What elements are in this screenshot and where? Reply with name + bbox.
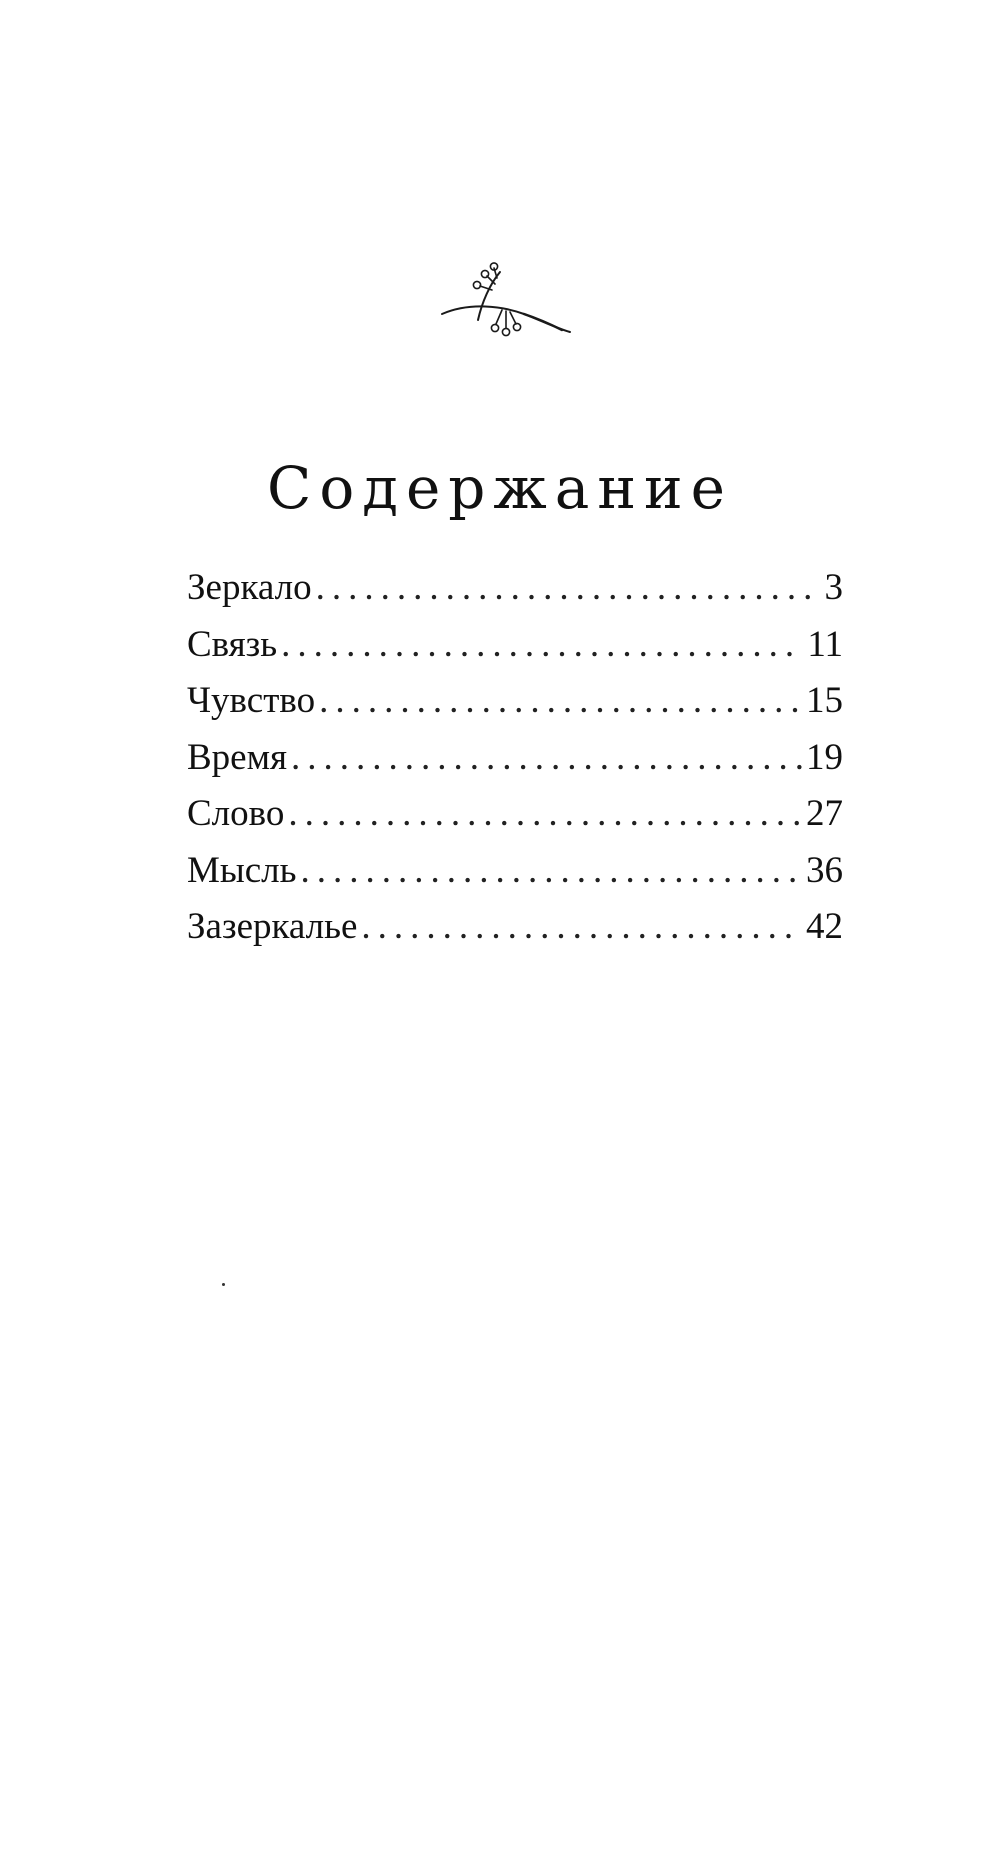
dot-leader xyxy=(319,673,802,730)
toc-entry-label: Зазеркалье xyxy=(187,906,358,947)
toc-entry-page: 27 xyxy=(806,793,843,834)
toc-entry[interactable] xyxy=(187,560,843,617)
toc-entry[interactable] xyxy=(187,730,843,787)
toc-entry-label: Слово xyxy=(187,793,285,834)
toc-entry-label: Чувство xyxy=(187,680,316,721)
table-of-contents xyxy=(187,560,843,956)
toc-entry[interactable] xyxy=(187,786,843,843)
toc-entry-page: 36 xyxy=(806,849,843,891)
toc-entry-label: Зеркало xyxy=(187,567,312,608)
dot-leader xyxy=(301,843,802,900)
floral-sprig-icon xyxy=(440,262,572,358)
toc-entry-page: 15 xyxy=(806,680,843,721)
page-title: Содержание xyxy=(266,453,734,522)
dot-leader xyxy=(288,786,802,843)
toc-entry[interactable] xyxy=(187,843,843,900)
dot-leader xyxy=(361,899,802,956)
toc-entry-label: Время xyxy=(187,736,288,778)
toc-entry[interactable] xyxy=(187,673,843,730)
toc-entry-page: 19 xyxy=(806,736,843,778)
toc-entry-page: 3 xyxy=(824,567,843,608)
dot-leader xyxy=(291,730,802,787)
print-speck xyxy=(222,1283,225,1286)
toc-entry-page: 42 xyxy=(806,906,843,947)
dot-leader xyxy=(281,617,803,674)
toc-entry-label: Связь xyxy=(187,623,278,665)
toc-entry-label: Мысль xyxy=(187,849,297,891)
toc-entry-page: 11 xyxy=(807,623,843,665)
toc-entry[interactable] xyxy=(187,617,843,674)
toc-entry[interactable] xyxy=(187,899,843,956)
dot-leader xyxy=(316,560,821,617)
